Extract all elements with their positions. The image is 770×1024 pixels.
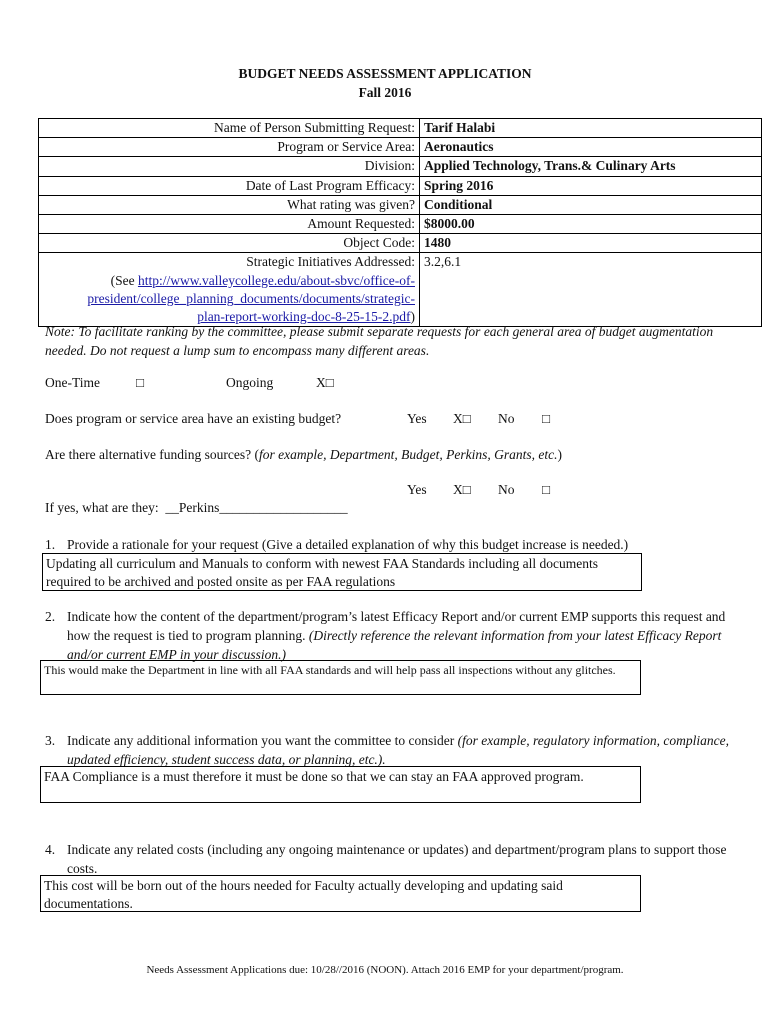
amount-value: $8000.00 [420, 215, 762, 234]
alt-funding-question-end: ) [557, 447, 562, 462]
object-code-value: 1480 [420, 234, 762, 253]
alt-funding-no-checkbox[interactable]: □ [542, 482, 551, 497]
existing-budget-no-label: No [498, 411, 515, 426]
division-label: Division: [39, 157, 420, 176]
document-term: Fall 2016 [358, 85, 412, 100]
alt-funding-yes-checkbox[interactable]: X□ [453, 482, 471, 497]
strategic-label: Strategic Initiatives Addressed: [246, 254, 415, 270]
see-suffix: ) [410, 309, 415, 325]
table-row [39, 157, 762, 176]
answer-box-1[interactable]: Updating all curriculum and Manuals to conform with newest FAA Standards including all documents required to be archived and posted onsite as per FAA regulations [42, 553, 642, 591]
question-text: Provide a rationale for your request (Give a detailed explanation of why this budget increase is needed.) [67, 537, 629, 552]
rating-label: What rating was given? [39, 195, 420, 214]
question-2 [45, 607, 735, 664]
table-row [39, 195, 762, 214]
strategic-label-cell [39, 253, 420, 327]
question-text: Indicate any additional information you want the committee to consider [67, 733, 458, 748]
answer-box-4[interactable]: This cost will be born out of the hours needed for Faculty actually developing and updating said documentations. [40, 875, 641, 912]
object-code-label: Object Code: [39, 234, 420, 253]
strategic-link-line-2 [43, 290, 415, 308]
efficacy-date-value: Spring 2016 [420, 176, 762, 195]
table-row [39, 234, 762, 253]
existing-budget-yes-checkbox[interactable]: X□ [453, 411, 471, 426]
name-label: Name of Person Submitting Request: [39, 119, 420, 138]
question-text: Indicate any related costs (including any ongoing maintenance or updates) and department/program plans to support those costs. [67, 842, 727, 876]
question-directive: (for example, regulatory information, compliance, updated efficiency, student success data, or planning, etc.). [67, 733, 729, 767]
question-number: 4. [45, 842, 56, 857]
division-value: Applied Technology, Trans.& Culinary Arts [420, 157, 762, 176]
efficacy-date-label: Date of Last Program Efficacy: [39, 176, 420, 195]
name-value: Tarif Halabi [420, 119, 762, 138]
one-time-label: One-Time [45, 375, 101, 390]
program-label: Program or Service Area: [39, 138, 420, 157]
request-info-table [38, 118, 762, 327]
table-row [39, 215, 762, 234]
rating-value: Conditional [420, 195, 762, 214]
alt-funding-question-text: Are there alternative funding sources? ( [45, 447, 260, 462]
question-1 [45, 535, 735, 554]
strategic-value: 3.2,6.1 [420, 253, 762, 327]
if-yes-line [45, 500, 348, 516]
strategic-plan-link-3[interactable]: plan-report-working-doc-8-25-15-2.pdf [197, 309, 411, 325]
existing-budget-question: Does program or service area have an existing budget? [45, 411, 342, 426]
one-time-checkbox[interactable]: □ [136, 375, 145, 390]
question-directive: (Directly reference the relevant information from your latest Efficacy Report and/or current EMP in your discussion.) [67, 628, 722, 662]
table-row [39, 176, 762, 195]
question-number: 1. [45, 537, 56, 552]
question-3 [45, 731, 735, 769]
footer-due-note: Needs Assessment Applications due: 10/28//2016 (NOON). Attach 2016 EMP for your department/program. [146, 964, 624, 976]
ongoing-label: Ongoing [226, 375, 274, 390]
document-title: BUDGET NEEDS ASSESSMENT APPLICATION [238, 66, 532, 81]
alt-funding-yes-label: Yes [407, 482, 427, 497]
ranking-note: Note: To facilitate ranking by the committee, please submit separate requests for each general area of budget augmentation needed. Do not request a lump sum to encompass many different areas. [45, 324, 714, 358]
ongoing-checkbox[interactable]: X□ [316, 375, 334, 390]
existing-budget-no-checkbox[interactable]: □ [542, 411, 551, 426]
question-number: 2. [45, 609, 56, 624]
strategic-see-line [43, 272, 415, 290]
answer-box-3[interactable]: FAA Compliance is a must therefore it must be done so that we can stay an FAA approved program. [40, 766, 641, 803]
amount-label: Amount Requested: [39, 215, 420, 234]
strategic-plan-link-1[interactable]: http://www.valleycollege.edu/about-sbvc/office-of- [137, 272, 415, 288]
if-yes-label: If yes, what are they: [45, 500, 159, 515]
table-row [39, 253, 762, 327]
answer-box-2[interactable]: This would make the Department in line with all FAA standards and will help pass all inspections without any glitches. [40, 660, 641, 695]
question-text: Indicate how the content of the department/program’s latest Efficacy Report and/or current EMP supports this request and how the request is tied to program planning. [67, 609, 726, 643]
see-prefix: (See [110, 272, 138, 288]
if-yes-value[interactable]: __Perkins___________________ [165, 500, 348, 515]
table-row [39, 119, 762, 138]
alt-funding-no-label: No [498, 482, 515, 497]
question-4 [45, 840, 735, 878]
alt-funding-question [45, 447, 562, 463]
question-number: 3. [45, 733, 56, 748]
alt-funding-examples: for example, Department, Budget, Perkins, Grants, etc. [259, 447, 558, 462]
program-value: Aeronautics [420, 138, 762, 157]
strategic-plan-link-2[interactable]: president/college_planning_documents/documents/strategic- [87, 290, 415, 306]
existing-budget-yes-label: Yes [407, 411, 427, 426]
table-row [39, 138, 762, 157]
